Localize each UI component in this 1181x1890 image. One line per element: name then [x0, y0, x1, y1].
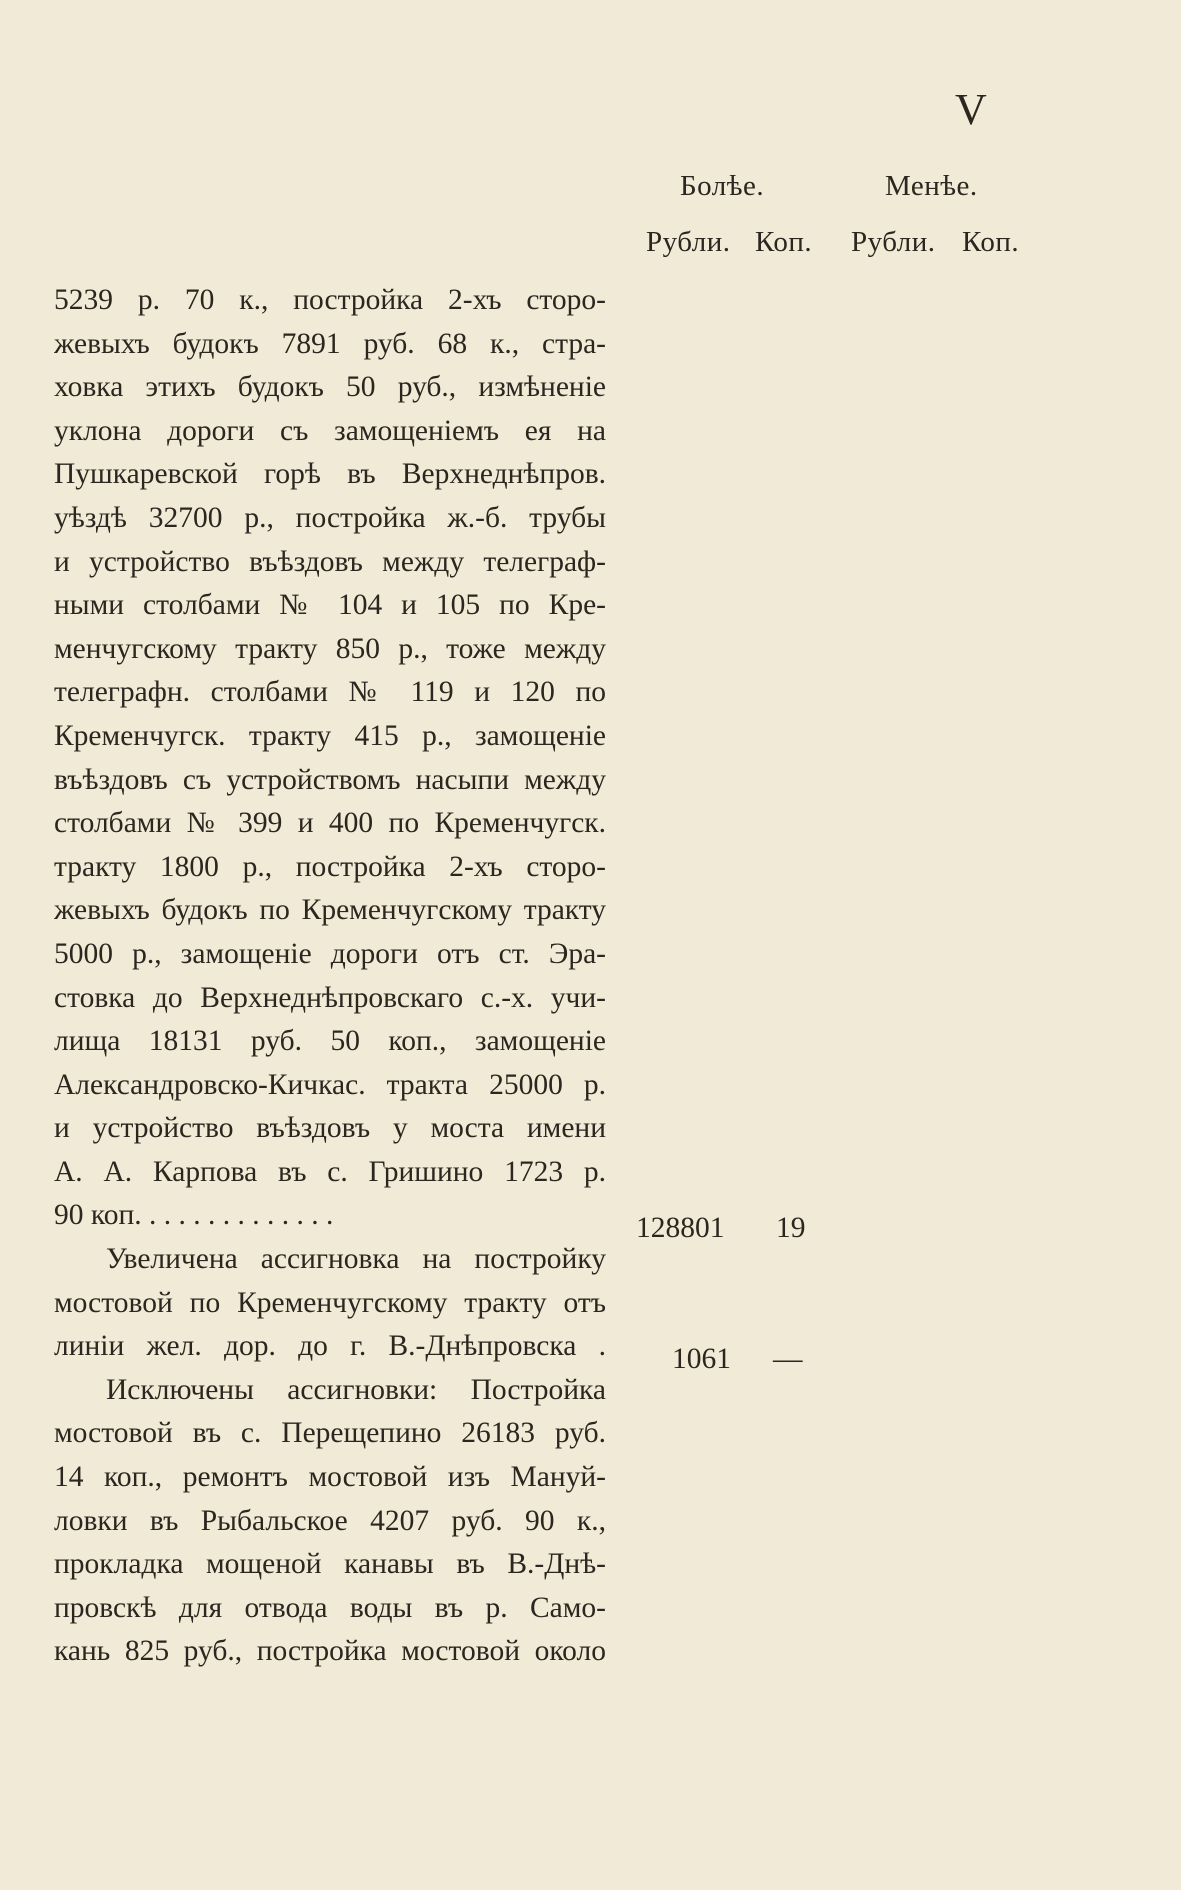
text-line: прокладка мощеной канавы въ В.-Днѣ- [54, 1548, 606, 1581]
text-line: и устройство въѣздовъ между телеграф- [54, 545, 606, 578]
text-line: телеграфн. столбами № 119 и 120 по [54, 676, 606, 709]
text-line: ловки въ Рыбальское 4207 руб. 90 к., [54, 1504, 606, 1537]
text-line: тракту 1800 р., постройка 2-хъ сторо- [54, 850, 606, 883]
text-line: столбами № 399 и 400 по Кременчугск. [54, 807, 606, 840]
text-line: провскѣ для отвода воды въ р. Само- [54, 1591, 606, 1624]
text-line: жевыхъ будокъ по Кременчугскому тракту [54, 894, 606, 927]
column-header-less: Менѣе. [885, 170, 978, 202]
text-line: уклона дороги съ замощеніемъ ея на [54, 414, 606, 447]
text-line: 5239 р. 70 к., постройка 2-хъ сторо- [54, 284, 606, 316]
text-line: въѣздовъ съ устройствомъ насыпи между [54, 763, 606, 796]
text-line: кань 825 руб., постройка мостовой около [54, 1635, 606, 1668]
text-line: менчугскому тракту 850 р., тоже между [54, 632, 606, 665]
amount-more-kop: 19 [776, 1212, 806, 1244]
text-line: мостовой по Кременчугскому тракту отъ [54, 1286, 606, 1319]
text-line: Исключены ассигновки: Постройка [106, 1373, 606, 1406]
body-text [54, 279, 606, 1674]
text-line: стовка до Верхнеднѣпровскаго с.-х. учи- [54, 981, 606, 1014]
text-line: Увеличена ассигновка на постройку [106, 1243, 606, 1276]
text-line: ными столбами № 104 и 105 по Кре- [54, 589, 606, 622]
column-header-kop-more: Коп. [755, 226, 813, 258]
amount-more-rubles: 128801 [636, 1212, 725, 1244]
text-line: 5000 р., замощеніе дороги отъ ст. Эра- [54, 937, 606, 970]
text-line: Александровско-Кичкас. тракта 25000 р. [54, 1068, 606, 1101]
text-line: уѣздѣ 32700 р., постройка ж.-б. трубы [54, 501, 606, 534]
text-line: жевыхъ будокъ 7891 руб. 68 к., стра- [54, 327, 606, 360]
text-line-dotted: 90 коп. . . . . . . . . . . . . . [54, 1199, 334, 1232]
text-line: линіи жел. дор. до г. В.-Днѣпровска . [54, 1330, 606, 1363]
column-header-kop-less: Коп. [962, 226, 1020, 258]
text-line: ховка этихъ будокъ 50 руб., измѣненіе [54, 371, 606, 404]
text-line: и устройство въѣздовъ у моста имени [54, 1112, 606, 1145]
amount-more-kop: — [773, 1343, 803, 1375]
column-header-rubles-more: Рубли. [646, 226, 731, 258]
text-line: Кременчугск. тракту 415 р., замощеніе [54, 719, 606, 752]
text-line: лища 18131 руб. 50 коп., замощеніе [54, 1025, 606, 1058]
text-line: мостовой въ с. Перещепино 26183 руб. [54, 1417, 606, 1450]
column-header-more: Болѣе. [680, 170, 765, 202]
column-header-rubles-less: Рубли. [851, 226, 936, 258]
page-number: V [955, 85, 988, 134]
text-line: А. А. Карпова въ с. Гришино 1723 р. [54, 1155, 606, 1188]
text-line: 14 коп., ремонтъ мостовой изъ Мануй- [54, 1461, 606, 1494]
amount-more-rubles: 1061 [672, 1343, 731, 1375]
text-line: Пушкаревской горѣ въ Верхнеднѣпров. [54, 458, 606, 491]
